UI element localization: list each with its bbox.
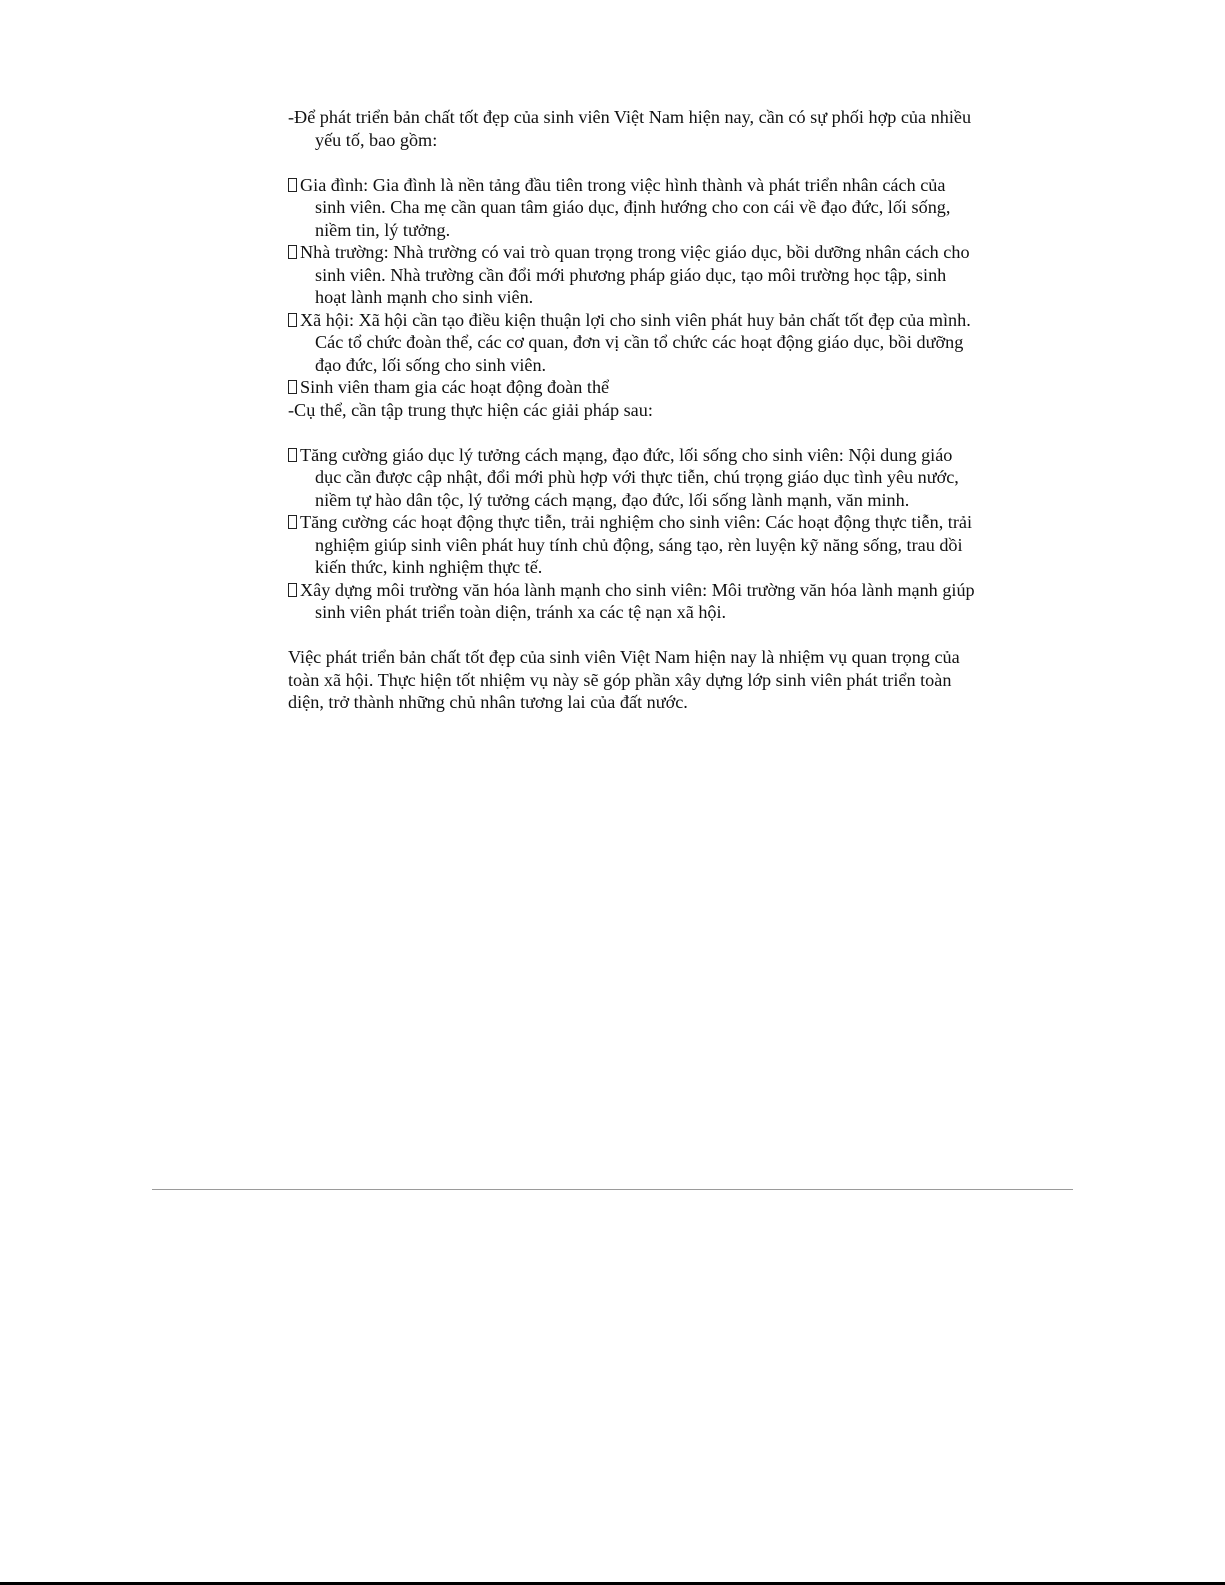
- list-item: [288, 376, 978, 399]
- solutions-intro-paragraph: -Cụ thể, cần tập trung thực hiện các giải pháp sau:: [288, 399, 653, 420]
- bullet-box-icon: [288, 178, 297, 192]
- list-item-text: Sinh viên tham gia các hoạt động đoàn thể: [300, 377, 610, 397]
- document-body: [288, 106, 978, 714]
- list-item: [288, 444, 978, 512]
- spacer: [288, 151, 978, 174]
- list-item-text: Tăng cường giáo dục lý tưởng cách mạng, đạo đức, lối sống cho sinh viên: Nội dung giáo dục cần được cập nhật, đổi mới phù hợp với thực tiễn, chú trọng giáo dục tình yêu nước, niềm tự hào dân tộc, lý tưởng cách mạng, đạo đức, lối sống lành mạnh, văn minh.: [300, 444, 959, 510]
- bullet-box-icon: [288, 515, 297, 529]
- list-item: [288, 511, 978, 579]
- page-break-divider: [152, 1189, 1073, 1190]
- list-item-text: Xã hội: Xã hội cần tạo điều kiện thuận lợi cho sinh viên phát huy bản chất tốt đẹp của mình. Các tổ chức đoàn thể, các cơ quan, đơn vị cần tổ chức các hoạt động giáo dục, bồi dưỡng đạo đức, lối sống cho sinh viên.: [300, 309, 971, 375]
- list-item: [288, 579, 978, 624]
- intro-paragraph: -Để phát triển bản chất tốt đẹp của sinh viên Việt Nam hiện nay, cần có sự phối hợp của nhiều yếu tố, bao gồm:: [288, 107, 972, 150]
- spacer: [288, 421, 978, 444]
- list-item-text: Xây dựng môi trường văn hóa lành mạnh cho sinh viên: Môi trường văn hóa lành mạnh giúp sinh viên phát triển toàn diện, tránh xa các tệ nạn xã hội.: [300, 579, 975, 622]
- spacer: [288, 624, 978, 647]
- list-item-text: Nhà trường: Nhà trường có vai trò quan trọng trong việc giáo dục, bồi dưỡng nhân cách cho sinh viên. Nhà trường cần đổi mới phương pháp giáo dục, tạo môi trường học tập, sinh hoạt lành mạnh cho sinh viên.: [300, 242, 970, 307]
- list-item: [288, 174, 978, 242]
- solutions-list: [288, 444, 978, 624]
- conclusion-paragraph: Việc phát triển bản chất tốt đẹp của sinh viên Việt Nam hiện nay là nhiệm vụ quan trọng của toàn xã hội. Thực hiện tốt nhiệm vụ này sẽ góp phần xây dựng lớp sinh viên phát triển toàn diện, trở thành những chủ nhân tương lai của đất nước.: [288, 647, 960, 712]
- bullet-box-icon: [288, 583, 297, 597]
- bullet-box-icon: [288, 448, 297, 462]
- list-item-text: Tăng cường các hoạt động thực tiễn, trải nghiệm cho sinh viên: Các hoạt động thực tiễn, trải nghiệm giúp sinh viên phát huy tính chủ động, sáng tạo, rèn luyện kỹ năng sống, trau dồi kiến thức, kinh nghiệm thực tế.: [300, 512, 973, 577]
- list-item: [288, 241, 978, 309]
- bullet-box-icon: [288, 245, 297, 259]
- bullet-box-icon: [288, 380, 297, 394]
- list-item: [288, 309, 978, 377]
- bullet-box-icon: [288, 313, 297, 327]
- list-item-text: Gia đình: Gia đình là nền tảng đầu tiên trong việc hình thành và phát triển nhân cách của sinh viên. Cha mẹ cần quan tâm giáo dục, định hướng cho con cái về đạo đức, lối sống, niềm tin, lý tưởng.: [300, 174, 951, 240]
- factors-list: [288, 174, 978, 399]
